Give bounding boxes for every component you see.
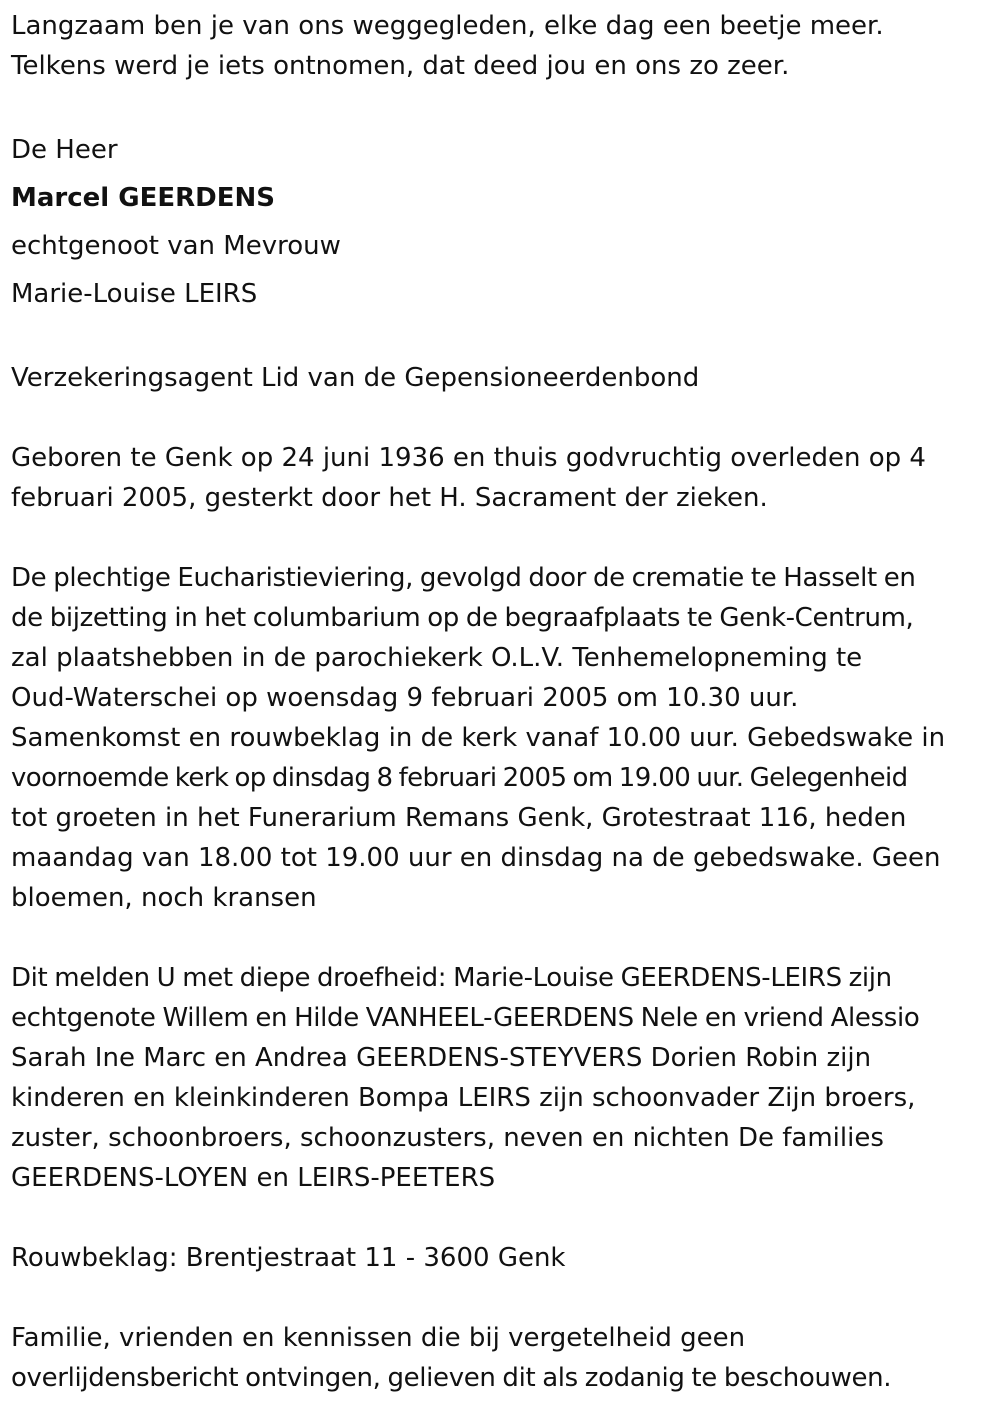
paragraph-line: bloemen, noch kransen <box>11 883 317 913</box>
paragraph-line: de bijzetting in het columbarium op de begraafplaats te Genk-Centrum, <box>11 603 914 633</box>
paragraph-line: zal plaatshebben in de parochiekerk O.L.V. Tenhemelopneming te <box>11 643 863 673</box>
poem-line: Langzaam ben je van ons weggegleden, elke dag een beetje meer. <box>11 11 884 41</box>
paragraph-line: De plechtige Eucharistieviering, gevolgd door de crematie te Hasselt en <box>11 563 916 593</box>
person-name: Marcel GEERDENS <box>11 183 275 213</box>
paragraph-line: kinderen en kleinkinderen Bompa LEIRS zijn schoonvader Zijn broers, <box>11 1083 916 1113</box>
paragraph-line: februari 2005, gesterkt door het H. Sacrament der zieken. <box>11 483 768 513</box>
paragraph-line: maandag van 18.00 tot 19.00 uur en dinsdag na de gebedswake. Geen <box>11 843 941 873</box>
spacer <box>11 518 992 558</box>
occupation: Verzekeringsagent Lid van de Gepensioneerdenbond <box>11 363 700 393</box>
spacer <box>11 398 992 438</box>
person-block <box>11 126 992 318</box>
poem <box>11 6 992 86</box>
person-title: De Heer <box>11 135 118 165</box>
paragraph-line: zuster, schoonbroers, schoonzusters, neven en nichten De families <box>11 1123 884 1153</box>
ceremony-paragraph <box>11 558 992 918</box>
birth-death-paragraph <box>11 438 992 518</box>
spacer <box>11 318 992 358</box>
spouse-name: Marie-Louise LEIRS <box>11 279 258 309</box>
family-paragraph <box>11 958 992 1198</box>
paragraph-line: overlijdensbericht ontvingen, gelieven dit als zodanig te beschouwen. <box>11 1363 892 1393</box>
paragraph-line: Sarah Ine Marc en Andrea GEERDENS-STEYVERS Dorien Robin zijn <box>11 1043 872 1073</box>
paragraph-line: Geboren te Genk op 24 juni 1936 en thuis godvruchtig overleden op 4 <box>11 443 926 473</box>
paragraph-line: Samenkomst en rouwbeklag in de kerk vanaf 10.00 uur. Gebedswake in <box>11 723 946 753</box>
spacer <box>11 1198 992 1238</box>
condolence-address: Rouwbeklag: Brentjestraat 11 - 3600 Genk <box>11 1243 566 1273</box>
paragraph-line: Oud-Waterschei op woensdag 9 februari 2005 om 10.30 uur. <box>11 683 799 713</box>
paragraph-line: echtgenote Willem en Hilde VANHEEL-GEERDENS Nele en vriend Alessio <box>11 1003 920 1033</box>
spacer <box>11 86 992 126</box>
person-relation: echtgenoot van Mevrouw <box>11 231 341 261</box>
spacer <box>11 1278 992 1318</box>
closing-paragraph <box>11 1318 992 1398</box>
paragraph-line: GEERDENS-LOYEN en LEIRS-PEETERS <box>11 1163 496 1193</box>
paragraph-line: voornoemde kerk op dinsdag 8 februari 2005 om 19.00 uur. Gelegenheid <box>11 763 908 793</box>
poem-line: Telkens werd je iets ontnomen, dat deed jou en ons zo zeer. <box>11 51 790 81</box>
paragraph-line: Familie, vrienden en kennissen die bij vergetelheid geen <box>11 1323 746 1353</box>
paragraph-line: Dit melden U met diepe droefheid: Marie-Louise GEERDENS-LEIRS zijn <box>11 963 892 993</box>
spacer <box>11 918 992 958</box>
paragraph-line: tot groeten in het Funerarium Remans Genk, Grotestraat 116, heden <box>11 803 907 833</box>
